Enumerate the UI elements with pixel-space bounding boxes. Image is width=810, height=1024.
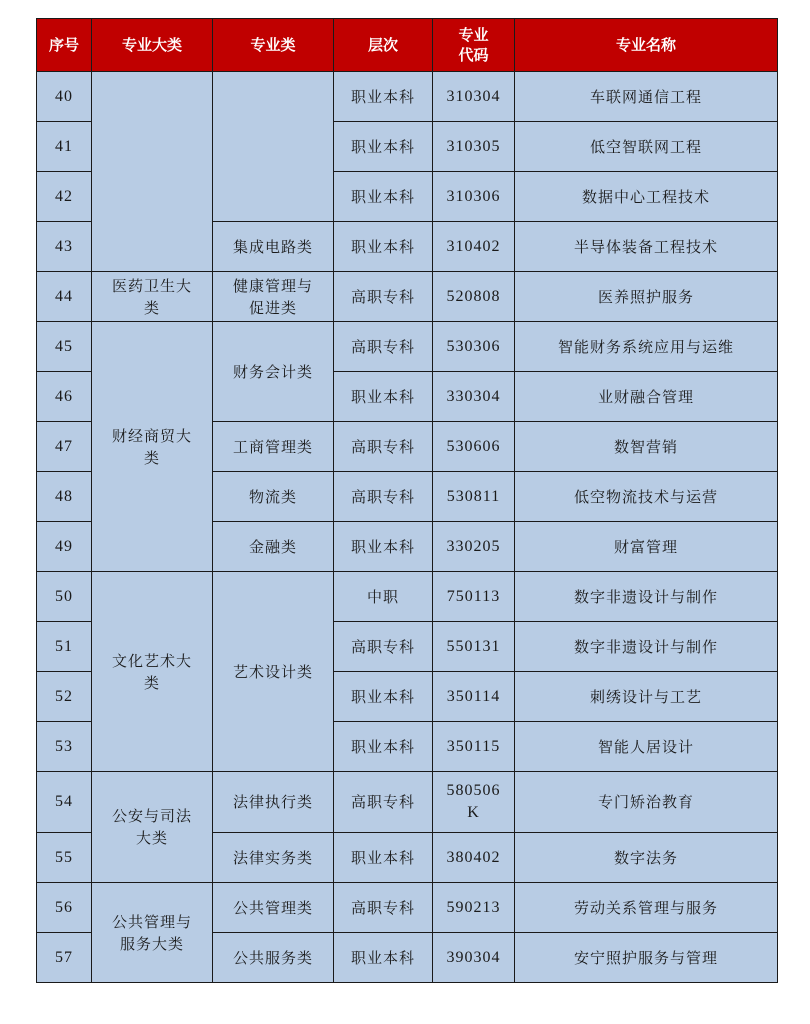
header-seq: 序号 bbox=[37, 19, 92, 72]
row-major-category: 文化艺术大 类 bbox=[92, 572, 213, 772]
row-level: 高职专科 bbox=[334, 322, 433, 372]
row-major-name: 医养照护服务 bbox=[515, 272, 778, 322]
row-sub-category: 艺术设计类 bbox=[213, 572, 334, 772]
row-major-name: 劳动关系管理与服务 bbox=[515, 883, 778, 933]
row-code: 520808 bbox=[433, 272, 515, 322]
row-sub-category: 金融类 bbox=[213, 522, 334, 572]
header-row bbox=[37, 19, 778, 72]
row-code: 310306 bbox=[433, 172, 515, 222]
row-level: 高职专科 bbox=[334, 472, 433, 522]
row-major-category: 公安与司法 大类 bbox=[92, 772, 213, 883]
row-level: 高职专科 bbox=[334, 772, 433, 833]
row-level: 职业本科 bbox=[334, 833, 433, 883]
row-level: 职业本科 bbox=[334, 672, 433, 722]
header-code: 专业 代码 bbox=[433, 19, 515, 72]
row-major-name: 财富管理 bbox=[515, 522, 778, 572]
row-major-name: 数字法务 bbox=[515, 833, 778, 883]
row-seq: 49 bbox=[37, 522, 92, 572]
row-major-name: 低空智联网工程 bbox=[515, 122, 778, 172]
row-seq: 48 bbox=[37, 472, 92, 522]
row-seq: 56 bbox=[37, 883, 92, 933]
row-major-category bbox=[92, 72, 213, 272]
row-code: 350115 bbox=[433, 722, 515, 772]
row-seq: 41 bbox=[37, 122, 92, 172]
table-row bbox=[37, 572, 778, 622]
row-sub-category: 工商管理类 bbox=[213, 422, 334, 472]
row-major-category: 公共管理与 服务大类 bbox=[92, 883, 213, 983]
row-sub-category: 公共服务类 bbox=[213, 933, 334, 983]
row-code: 530606 bbox=[433, 422, 515, 472]
row-sub-category bbox=[213, 72, 334, 222]
row-code: 350114 bbox=[433, 672, 515, 722]
row-code: 750113 bbox=[433, 572, 515, 622]
row-major-name: 数智营销 bbox=[515, 422, 778, 472]
row-seq: 44 bbox=[37, 272, 92, 322]
row-level: 职业本科 bbox=[334, 172, 433, 222]
row-major-name: 安宁照护服务与管理 bbox=[515, 933, 778, 983]
row-level: 职业本科 bbox=[334, 122, 433, 172]
row-level: 职业本科 bbox=[334, 372, 433, 422]
row-code: 310304 bbox=[433, 72, 515, 122]
row-seq: 42 bbox=[37, 172, 92, 222]
table-row bbox=[37, 322, 778, 372]
row-major-name: 智能人居设计 bbox=[515, 722, 778, 772]
row-sub-category: 法律实务类 bbox=[213, 833, 334, 883]
row-code: 590213 bbox=[433, 883, 515, 933]
row-level: 高职专科 bbox=[334, 272, 433, 322]
row-major-name: 车联网通信工程 bbox=[515, 72, 778, 122]
row-seq: 47 bbox=[37, 422, 92, 472]
row-major-name: 智能财务系统应用与运维 bbox=[515, 322, 778, 372]
row-seq: 50 bbox=[37, 572, 92, 622]
row-major-name: 数据中心工程技术 bbox=[515, 172, 778, 222]
row-level: 职业本科 bbox=[334, 72, 433, 122]
row-code: 530306 bbox=[433, 322, 515, 372]
row-seq: 45 bbox=[37, 322, 92, 372]
row-code: 310305 bbox=[433, 122, 515, 172]
row-level: 中职 bbox=[334, 572, 433, 622]
row-major-name: 半导体装备工程技术 bbox=[515, 222, 778, 272]
row-sub-category: 公共管理类 bbox=[213, 883, 334, 933]
row-seq: 52 bbox=[37, 672, 92, 722]
table-row bbox=[37, 883, 778, 933]
row-sub-category: 集成电路类 bbox=[213, 222, 334, 272]
row-seq: 57 bbox=[37, 933, 92, 983]
table-row bbox=[37, 772, 778, 833]
row-seq: 43 bbox=[37, 222, 92, 272]
row-level: 职业本科 bbox=[334, 522, 433, 572]
row-major-category: 医药卫生大 类 bbox=[92, 272, 213, 322]
row-level: 职业本科 bbox=[334, 222, 433, 272]
row-sub-category: 物流类 bbox=[213, 472, 334, 522]
row-code: 550131 bbox=[433, 622, 515, 672]
header-sub-category: 专业类 bbox=[213, 19, 334, 72]
table-row bbox=[37, 72, 778, 122]
row-code: 530811 bbox=[433, 472, 515, 522]
row-level: 高职专科 bbox=[334, 622, 433, 672]
header-level: 层次 bbox=[334, 19, 433, 72]
row-major-name: 数字非遗设计与制作 bbox=[515, 572, 778, 622]
row-major-name: 专门矫治教育 bbox=[515, 772, 778, 833]
row-code: 390304 bbox=[433, 933, 515, 983]
header-name: 专业名称 bbox=[515, 19, 778, 72]
row-code: 330304 bbox=[433, 372, 515, 422]
row-code: 330205 bbox=[433, 522, 515, 572]
table-row bbox=[37, 272, 778, 322]
row-sub-category: 健康管理与 促进类 bbox=[213, 272, 334, 322]
row-seq: 53 bbox=[37, 722, 92, 772]
row-major-category: 财经商贸大 类 bbox=[92, 322, 213, 572]
row-major-name: 刺绣设计与工艺 bbox=[515, 672, 778, 722]
row-seq: 55 bbox=[37, 833, 92, 883]
row-major-name: 数字非遗设计与制作 bbox=[515, 622, 778, 672]
row-seq: 51 bbox=[37, 622, 92, 672]
row-level: 职业本科 bbox=[334, 933, 433, 983]
row-seq: 54 bbox=[37, 772, 92, 833]
row-sub-category: 法律执行类 bbox=[213, 772, 334, 833]
majors-table bbox=[36, 18, 778, 983]
row-level: 高职专科 bbox=[334, 883, 433, 933]
row-level: 职业本科 bbox=[334, 722, 433, 772]
row-seq: 40 bbox=[37, 72, 92, 122]
row-seq: 46 bbox=[37, 372, 92, 422]
row-level: 高职专科 bbox=[334, 422, 433, 472]
row-code: 580506 K bbox=[433, 772, 515, 833]
row-code: 380402 bbox=[433, 833, 515, 883]
row-major-name: 业财融合管理 bbox=[515, 372, 778, 422]
row-code: 310402 bbox=[433, 222, 515, 272]
row-major-name: 低空物流技术与运营 bbox=[515, 472, 778, 522]
header-major-category: 专业大类 bbox=[92, 19, 213, 72]
row-sub-category: 财务会计类 bbox=[213, 322, 334, 422]
